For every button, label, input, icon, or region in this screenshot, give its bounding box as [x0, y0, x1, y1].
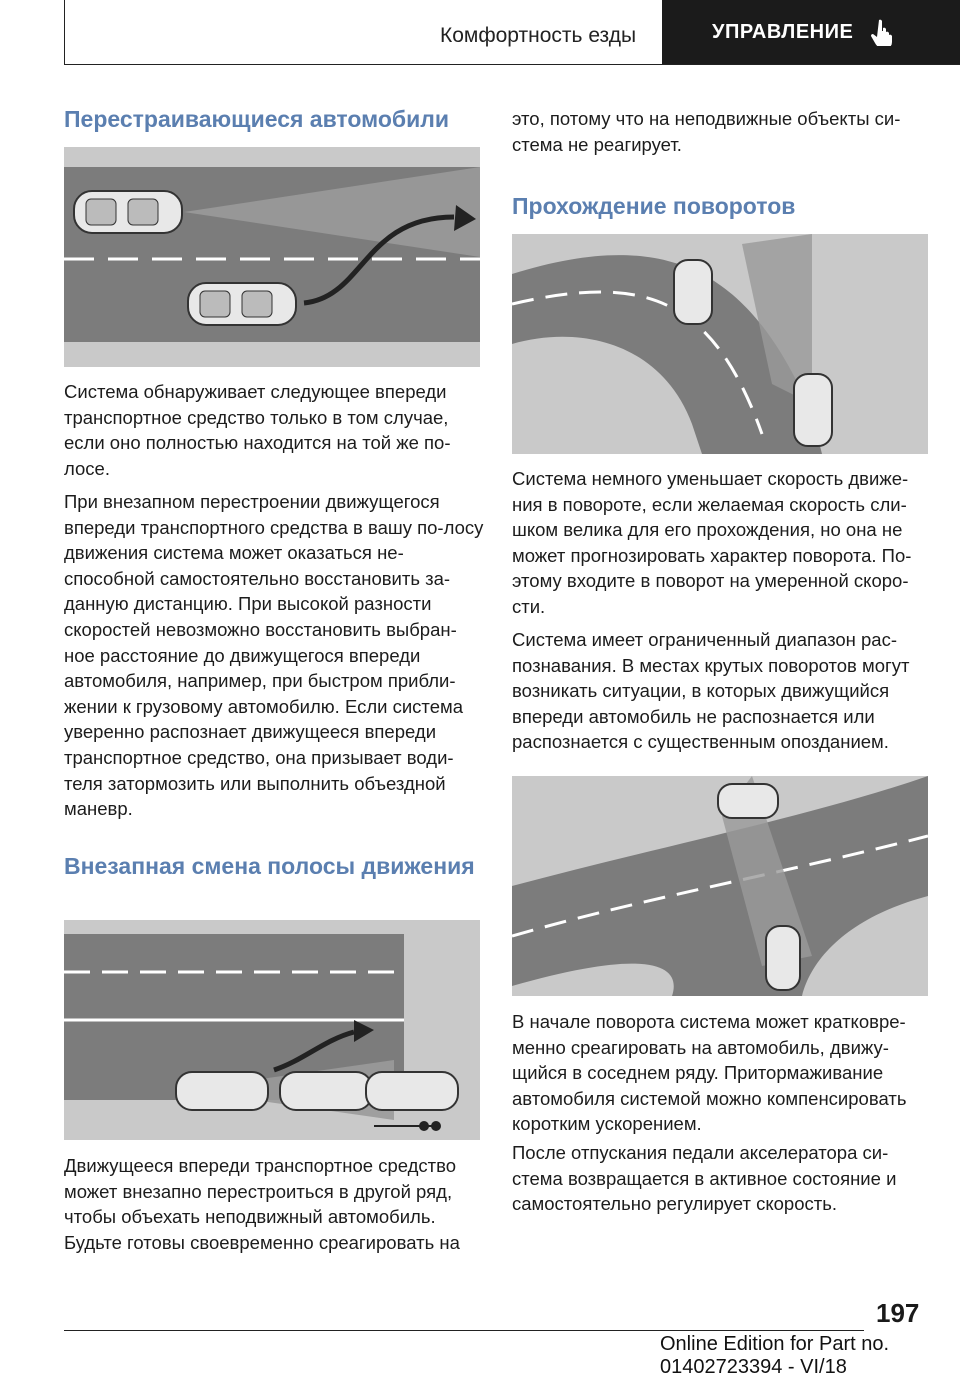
figure-cut-in — [64, 147, 480, 367]
edition-info: Online Edition for Part no. 01402723394 - VI/18 — [660, 1333, 890, 1378]
own-car-icon — [188, 283, 296, 325]
car-middle-icon — [280, 1072, 372, 1110]
figure-curve-1 — [512, 234, 928, 454]
own-car-icon — [766, 926, 800, 990]
figure-curve-2 — [512, 776, 928, 996]
own-car-icon — [794, 374, 832, 446]
paragraph-cut-in: При внезапном перестроении движущегося впереди транспортного средства в вашу по-лосу движения система может оказаться не-способной самостоятельно восстановить за-данную дистанцию. При высокой разности скоростей невозможно восстановить выбран-ное расстояние до движущегося впереди автомобиля, например, при быстром прибли-жении к грузовому автомобилю. Если система уверенно распознает движущееся впереди транспортное средство, она призывает води-теля затормозить или выполнить объездной маневр. — [64, 491, 484, 820]
car-stationary-icon — [366, 1072, 458, 1110]
paragraph-accelerator: После отпускания педали акселератора си-стема возвращается в активное состояние и самостоятельно регулирует скорость. — [512, 1142, 897, 1215]
car-adjacent-lane-icon — [718, 784, 778, 818]
paragraph-detection: Система обнаруживает следующее впереди транспортное средство только в том случае, если оно полностью находится на той же по-лосе. — [64, 381, 451, 479]
heading-sudden-lane-change: Внезапная смена полосы движения — [64, 853, 475, 879]
car-left-icon — [176, 1072, 268, 1110]
paragraph-curve-start: В начале поворота система может кратковре-менно среагировать на автомобиль, движу-щийся в соседнем ряду. Притормаживание автомобиля системой можно компенсировать коротким ускорением. — [512, 1011, 907, 1135]
page-number: 197 — [876, 1298, 920, 1328]
lead-car-icon — [674, 260, 712, 324]
paragraph-continuation: это, потому что на неподвижные объекты си-стема не реагирует. — [512, 108, 901, 155]
paragraph-speed-reduction: Система немного уменьшает скорость движе-ния в повороте, если желаемая скорость сли-шком велика для его прохождения, но она не может прогнозировать характер поворота. По-этому входите в поворот на умеренной скоро-сти. — [512, 468, 912, 617]
section-title: Комфортность езды — [440, 24, 637, 47]
chapter-title: УПРАВЛЕНИЕ — [712, 20, 854, 43]
header-bottom-rule — [64, 64, 960, 65]
pointing-hand-icon — [871, 18, 897, 46]
footer-rule — [64, 1330, 864, 1331]
paragraph-detection-range: Система имеет ограниченный диапазон рас-познавания. В местах крутых поворотов могут возникать ситуации, в которых движущийся впереди автомобиль не распознается или распознается с существенным опозданием. — [512, 629, 910, 753]
paragraph-obstacle: Движущееся впереди транспортное средство может внезапно перестроиться в другой ряд, чтобы объехать неподвижный автомобиль. Будьте готовы своевременно среагировать на — [64, 1155, 460, 1253]
heading-cut-in-vehicles: Перестраивающиеся автомобили — [64, 106, 449, 132]
header-left-rule — [64, 0, 65, 64]
chapter-tab — [662, 0, 960, 64]
figure-lane-change — [64, 920, 480, 1140]
car-ahead-icon — [74, 191, 182, 233]
heading-cornering: Прохождение поворотов — [512, 193, 796, 219]
